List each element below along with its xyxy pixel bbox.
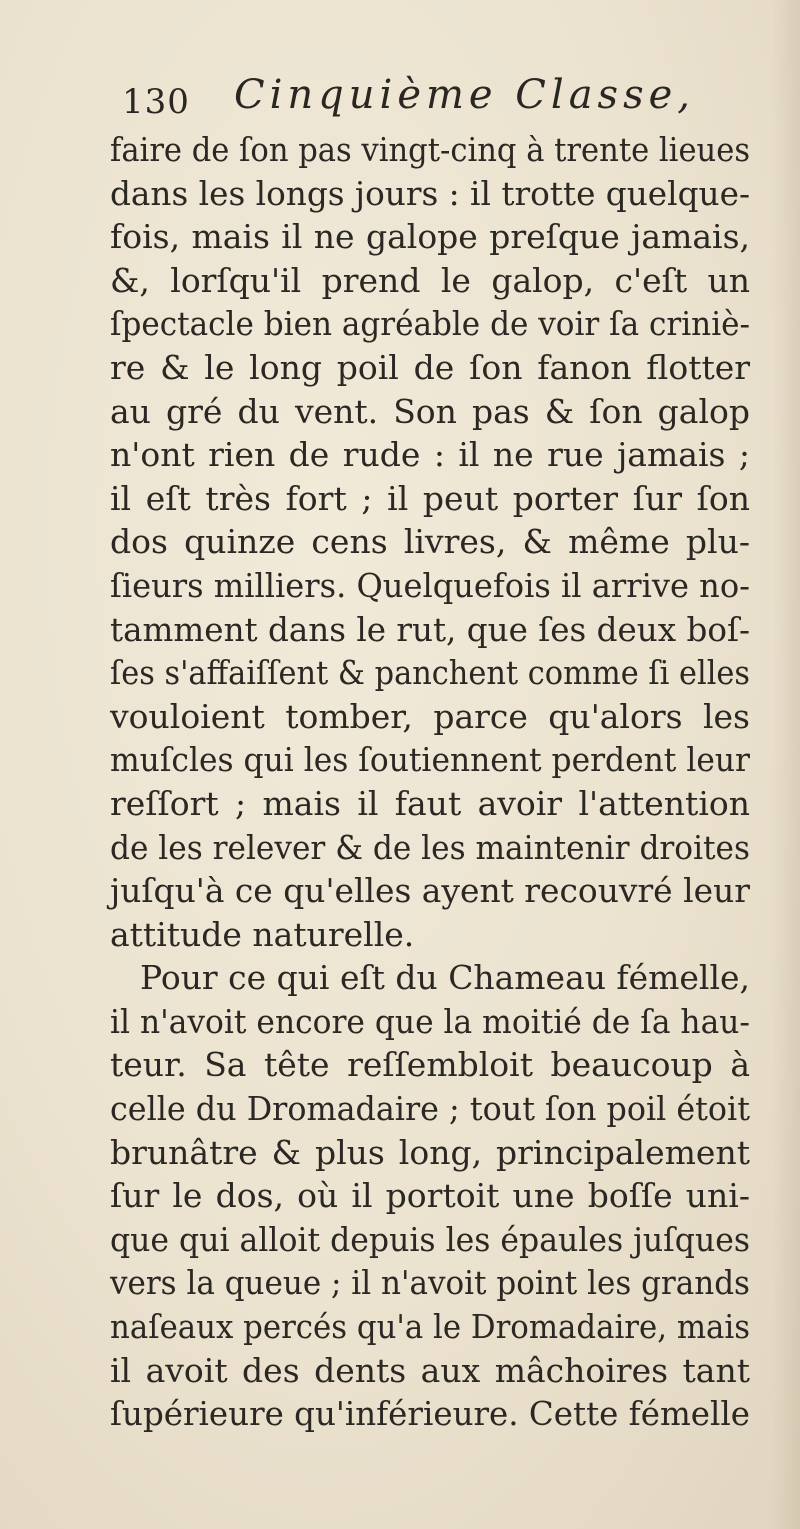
text-line: ſur le dos, où il portoit une boſſe uni-: [110, 1176, 750, 1216]
text-line: il eſt très fort ; il peut porter ſur ſon: [110, 478, 750, 518]
body-text: [110, 128, 750, 1436]
text-line: au gré du vent. Son pas & ſon galop: [110, 391, 750, 431]
paragraph-2: [110, 956, 750, 1436]
text-line: ſieurs milliers. Quelquefois il arrive no-: [110, 565, 750, 605]
text-line: il avoit des dents aux mâchoires tant: [110, 1350, 750, 1390]
text-line: de les relever & de les maintenir droites: [110, 827, 751, 867]
text-line: dans les longs jours : il trotte quelque-: [110, 173, 750, 213]
text-line: attitude naturelle.: [110, 914, 415, 954]
text-line: fois, mais il ne galope preſque jamais,: [110, 217, 751, 257]
text-line: reſſort ; mais il faut avoir l'attention: [110, 783, 750, 823]
text-line: que qui alloit depuis les épaules juſques: [110, 1219, 751, 1259]
running-title: Cinquième Classe,: [234, 72, 695, 118]
text-line: ſes s'affaiſſent & panchent comme ſi elles: [110, 653, 751, 693]
text-line: il n'avoit encore que la moitié de ſa hau-: [110, 1001, 750, 1041]
page-gutter-shadow: [772, 0, 800, 1529]
text-line: muſcles qui les ſoutiennent perdent leur: [110, 740, 751, 780]
text-line: &, lorſqu'il prend le galop, c'eſt un: [110, 260, 751, 300]
text-line: re & le long poil de ſon fanon flotter: [110, 347, 751, 387]
text-line: vers la queue ; il n'avoit point les grands: [110, 1263, 750, 1303]
text-line: ſpectacle bien agréable de voir ſa criniè-: [110, 304, 751, 344]
paragraph-1: [110, 128, 750, 956]
text-line: celle du Dromadaire ; tout ſon poil étoit: [110, 1089, 750, 1129]
page-header: [122, 72, 722, 128]
text-line: teur. Sa tête reſſembloit beaucoup à: [110, 1045, 750, 1085]
text-line: tamment dans le rut, que ſes deux boſ-: [110, 609, 751, 649]
text-line: dos quinze cens livres, & même plu-: [110, 522, 751, 562]
text-line: vouloient tomber, parce qu'alors les: [110, 696, 750, 736]
text-line: brunâtre & plus long, principalement: [110, 1132, 750, 1172]
text-line: ſupérieure qu'inférieure. Cette fémelle: [110, 1394, 751, 1434]
page-number: 130: [122, 82, 190, 122]
text-line: naſeaux percés qu'a le Dromadaire, mais: [110, 1307, 751, 1347]
text-line: n'ont rien de rude : il ne rue jamais ;: [110, 435, 750, 475]
text-line: juſqu'à ce qu'elles ayent recouvré leur: [110, 871, 750, 911]
text-line: faire de ſon pas vingt-cinq à trente lieues: [110, 130, 751, 169]
text-line: Pour ce qui eſt du Chameau fémelle,: [140, 958, 750, 998]
